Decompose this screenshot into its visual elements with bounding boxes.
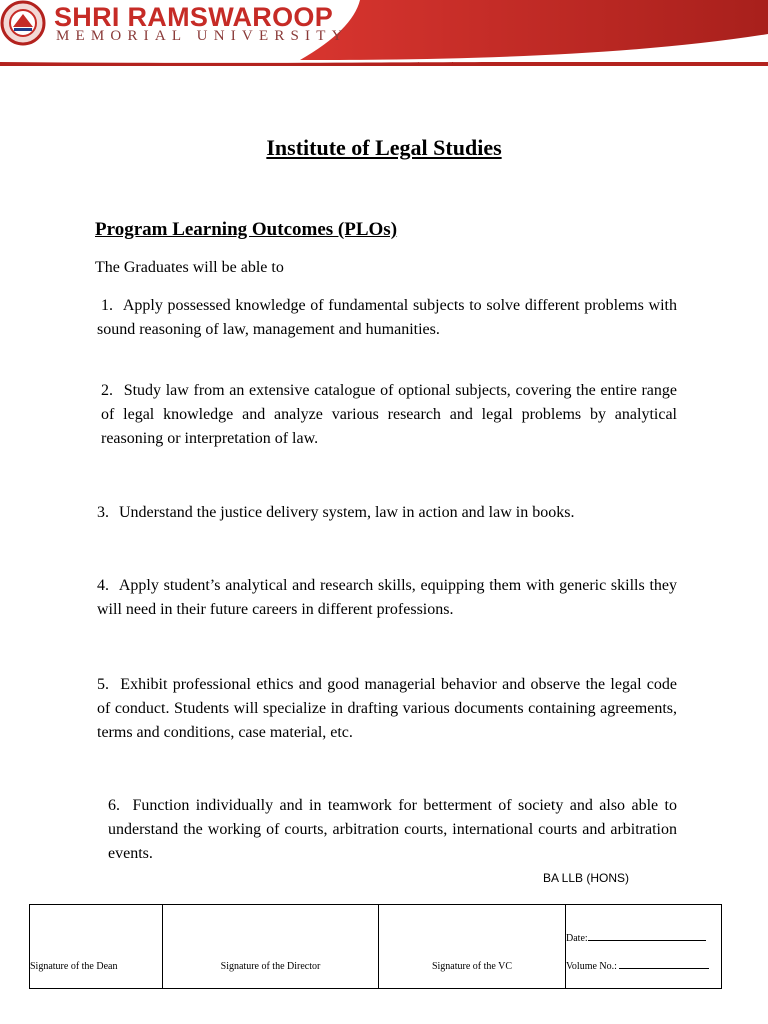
plo-number: 6. (108, 797, 120, 814)
plo-number: 1. (101, 297, 113, 314)
plo-text: Apply student’s analytical and research skills, equipping them with generic skills they will need in their future careers in different professions. (97, 577, 677, 618)
volume-label: Volume No.: (566, 961, 617, 972)
signature-table (29, 904, 722, 989)
date-blank-line (588, 932, 706, 941)
university-name: SHRI RAMSWAROOP (54, 2, 334, 32)
plo-item (97, 294, 677, 342)
date-volume-cell (566, 905, 722, 989)
volume-blank-line (619, 960, 709, 969)
section-title: Program Learning Outcomes (PLOs) (95, 219, 398, 240)
program-label: BA LLB (HONS) (543, 871, 630, 885)
plo-text: Apply possessed knowledge of fundamental subjects to solve different problems with sound reasoning of law, management and humanities. (97, 297, 678, 338)
date-label: Date: (566, 933, 588, 944)
plo-number: 4. (97, 577, 109, 594)
plo-item (108, 794, 677, 866)
plo-text: Function individually and in teamwork for betterment of society and also able to understand the working of courts, arbitration courts, international courts and arbitration events. (108, 797, 678, 862)
plo-text: Understand the justice delivery system, law in action and law in books. (119, 504, 575, 521)
director-signature-label: Signature of the Director (220, 961, 321, 972)
plo-text: Exhibit professional ethics and good managerial behavior and observe the legal code of conduct. Students will specialize in drafting various documents containing agreements, terms and conditions, case material, etc. (97, 676, 678, 741)
plo-number: 3. (97, 504, 109, 521)
intro-text: The Graduates will be able to (95, 259, 284, 276)
university-seal-icon (0, 0, 46, 46)
plo-text: Study law from an extensive catalogue of optional subjects, covering the entire range of legal knowledge and analyze various research and legal problems by analytical reasoning or interpretation of law. (101, 382, 678, 447)
plo-item (101, 379, 677, 451)
plo-item (97, 501, 677, 525)
volume-field (566, 960, 721, 972)
date-field (566, 932, 721, 944)
dean-signature-label: Signature of the Dean (30, 961, 118, 972)
plo-item (97, 673, 677, 745)
vc-signature-cell (379, 905, 566, 989)
plo-number: 5. (97, 676, 109, 693)
director-signature-cell (163, 905, 379, 989)
plo-item (97, 574, 677, 622)
dean-signature-cell (30, 905, 163, 989)
page-title: Institute of Legal Studies (266, 135, 502, 160)
vc-signature-label: Signature of the VC (431, 961, 513, 972)
letterhead-banner (0, 0, 768, 70)
plo-number: 2. (101, 382, 113, 399)
university-subtitle: MEMORIAL UNIVERSITY (56, 28, 349, 44)
